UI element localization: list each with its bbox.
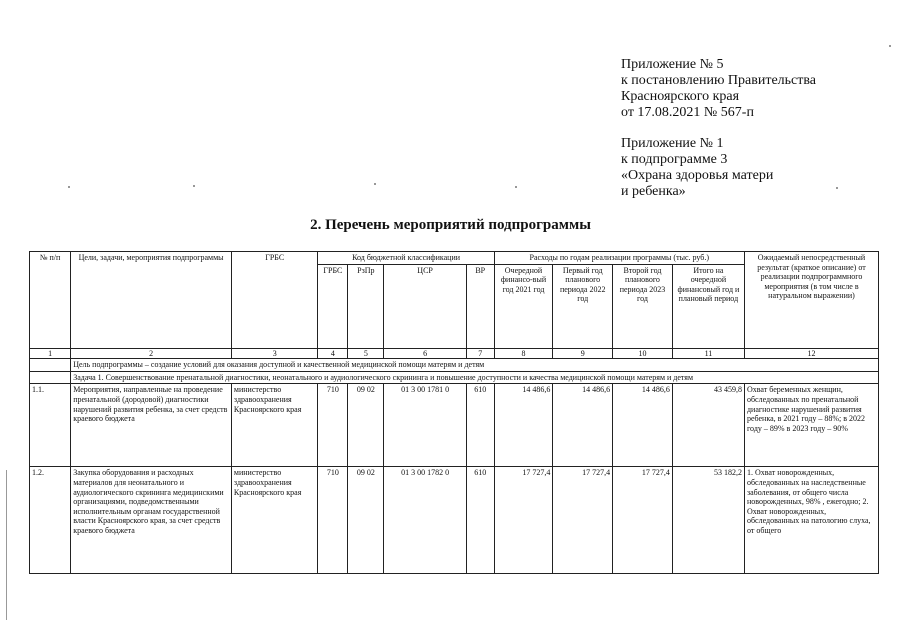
row-year-2021: 14 486,6 (494, 384, 553, 467)
header-budget-code: Код бюджетной классификации (318, 252, 494, 265)
row-year-2023: 14 486,6 (613, 384, 673, 467)
header-vr: ВР (466, 264, 494, 348)
header-grbs-code: ГРБС (318, 264, 348, 348)
scan-edge-line (6, 470, 7, 620)
column-number: 10 (613, 348, 673, 359)
column-number: 4 (318, 348, 348, 359)
header-rzpr: РзПр (348, 264, 384, 348)
row-grbs-code: 710 (318, 384, 348, 467)
appendix-1-line: Приложение № 1 (621, 136, 724, 151)
column-number: 8 (494, 348, 553, 359)
row-year-2021: 17 727,4 (494, 467, 553, 574)
row-measure-name: Мероприятия, направленные на проведение пренатальной (дородовой) диагностики нарушений развития ребенка, за счет средств краевого бюджета (71, 384, 232, 467)
row-vr: 610 (466, 384, 494, 467)
column-number: 7 (466, 348, 494, 359)
header-expenses: Расходы по годам реализации программы (тыс. руб.) (494, 252, 744, 265)
column-number: 9 (553, 348, 613, 359)
measures-table (29, 251, 879, 574)
column-number: 12 (744, 348, 878, 359)
header-num: № п/п (30, 252, 71, 349)
column-number-row (30, 348, 879, 359)
header-total: Итого на очередной финансовый год и плановый период (672, 264, 744, 348)
row-grbs: министерство здравоохранения Красноярского края (231, 467, 318, 574)
column-number: 5 (348, 348, 384, 359)
task-1: Задача 1. Совершенствование пренатальной диагностики, неонатального и аудиологического скрининга и повышение доступности и качества медицинской помощи матерям и детям (71, 371, 879, 384)
appendix-5-line: к постановлению Правительства (621, 73, 817, 88)
row-csr: 01 3 00 1782 0 (384, 467, 466, 574)
row-num: 1.2. (30, 467, 71, 574)
page-title: 2. Перечень мероприятий подпрограммы (310, 217, 591, 233)
header-csr: ЦСР (384, 264, 466, 348)
header-year-2023: Второй год планового периода 2023 год (613, 264, 673, 348)
column-number: 3 (231, 348, 318, 359)
task-row (30, 371, 879, 384)
goal-row (30, 359, 879, 372)
column-number: 11 (672, 348, 744, 359)
header-grbs: ГРБС (231, 252, 318, 349)
row-vr: 610 (466, 467, 494, 574)
header-result: Ожидаемый непосредственный результат (краткое описание) от реализации подпрограммного мероприятия (в том числе в натуральном выражении) (744, 252, 878, 349)
header-goals: Цели, задачи, мероприятия подпрограммы (71, 252, 232, 349)
table-row (30, 384, 879, 467)
table-row (30, 467, 879, 574)
goal-num-cell (30, 359, 71, 372)
row-measure-name: Закупка оборудования и расходных материалов для неонатального и аудиологического скрининга медицинскими организациями, подведомственными исполнительным органам государственной власти Красноярского края, за счет средств краевого бюджета (71, 467, 232, 574)
row-total: 43 459,8 (672, 384, 744, 467)
table-header-row (30, 252, 879, 265)
row-rzpr: 09 02 (348, 384, 384, 467)
appendix-1-header (621, 136, 891, 200)
row-total: 53 182,2 (672, 467, 744, 574)
appendix-5-line: Приложение № 5 (621, 57, 724, 72)
row-rzpr: 09 02 (348, 467, 384, 574)
task-num-cell (30, 371, 71, 384)
subprogram-goal: Цель подпрограммы – создание условий для оказания доступной и качественной медицинской помощи матерям и детям (71, 359, 879, 372)
appendix-5-line: Красноярского края (621, 89, 740, 104)
row-num: 1.1. (30, 384, 71, 467)
row-grbs: министерство здравоохранения Красноярского края (231, 384, 318, 467)
row-grbs-code: 710 (318, 467, 348, 574)
column-number: 2 (71, 348, 232, 359)
appendix-5-line: от 17.08.2021 № 567-п (621, 105, 754, 120)
header-year-2021: Очередной финансо-вый год 2021 год (494, 264, 553, 348)
row-csr: 01 3 00 1781 0 (384, 384, 466, 467)
appendix-1-line: «Охрана здоровья матери (621, 168, 774, 183)
appendix-1-line: и ребенка» (621, 184, 686, 199)
column-number: 1 (30, 348, 71, 359)
appendix-1-line: к подпрограмме 3 (621, 152, 728, 167)
header-year-2022: Первый год планового периода 2022 год (553, 264, 613, 348)
column-number: 6 (384, 348, 466, 359)
row-result: Охват беременных женщин, обследованных по пренатальной диагностике нарушений развития ребенка, в 2021 году – 88%; в 2022 году – 89% в 2023 году – 90% (744, 384, 878, 467)
row-year-2022: 14 486,6 (553, 384, 613, 467)
row-result: 1. Охват новорожденных, обследованных на наследственные заболевания, от общего числа новорожденных, 98% , ежегодно; 2. Охват новорожденных, обследованных на патологию слуха, от общего (744, 467, 878, 574)
row-year-2022: 17 727,4 (553, 467, 613, 574)
row-year-2023: 17 727,4 (613, 467, 673, 574)
appendix-5-header (621, 57, 891, 121)
